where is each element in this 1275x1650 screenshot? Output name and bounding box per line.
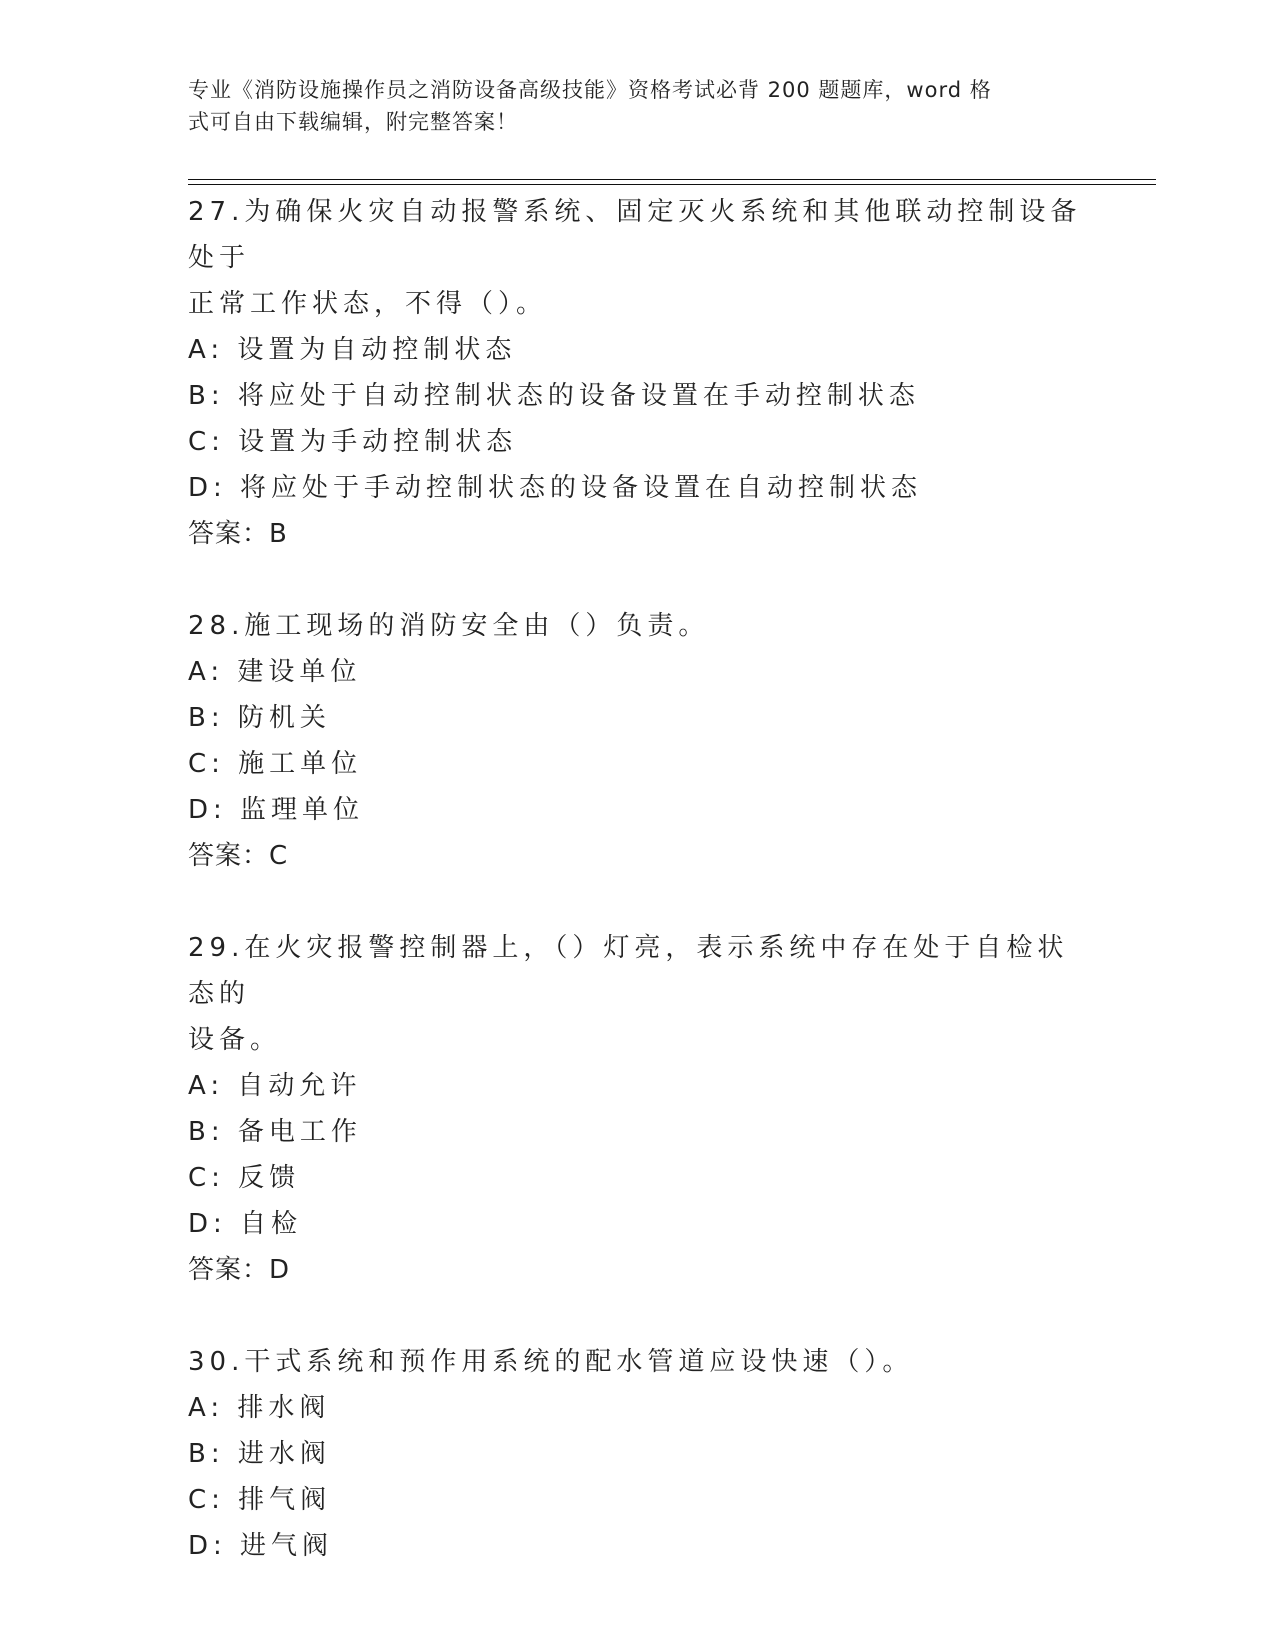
question-stem-line: 27.为确保火灾自动报警系统、固定灭火系统和其他联动控制设备处于 [188,197,1082,273]
question-30 [188,1339,1088,1569]
option-c: C: 施工单位 [188,749,363,779]
header-line-2: 式可自由下载编辑，附完整答案！ [188,110,518,134]
option-d: D: 进气阀 [188,1531,334,1561]
question-stem-line: 30.干式系统和预作用系统的配水管道应设快速（）。 [188,1347,914,1377]
header-divider-top [188,179,1156,180]
option-c: C: 反馈 [188,1163,301,1193]
question-stem-line: 设备。 [188,1025,282,1055]
question-stem-line: 29.在火灾报警控制器上，（）灯亮，表示系统中存在处于自检状态的 [188,933,1069,1009]
document-header [188,74,1068,138]
option-d: D: 将应处于手动控制状态的设备设置在自动控制状态 [188,473,923,503]
option-c: C: 设置为手动控制状态 [188,427,518,457]
answer-label: 答案：D [188,1255,291,1285]
option-d: D: 自检 [188,1209,303,1239]
question-stem-line: 正常工作状态，不得（）。 [188,289,548,319]
question-stem-line: 28.施工现场的消防安全由（）负责。 [188,611,710,641]
question-28 [188,603,1088,879]
option-d: D: 监理单位 [188,795,365,825]
header-line-1: 专业《消防设施操作员之消防设备高级技能》资格考试必背 200 题题库，word 格 [188,78,992,102]
option-a: A: 排水阀 [188,1393,331,1423]
answer-label: 答案：B [188,519,288,549]
question-27 [188,189,1088,557]
option-b: B: 进水阀 [188,1439,331,1469]
option-a: A: 自动允许 [188,1071,362,1101]
answer-label: 答案：C [188,841,289,871]
question-list [188,189,1088,1615]
option-b: B: 将应处于自动控制状态的设备设置在手动控制状态 [188,381,920,411]
option-a: A: 建设单位 [188,657,362,687]
option-b: B: 防机关 [188,703,331,733]
question-29 [188,925,1088,1293]
option-a: A: 设置为自动控制状态 [188,335,517,365]
header-divider-bottom [188,184,1156,185]
option-b: B: 备电工作 [188,1117,362,1147]
option-c: C: 排气阀 [188,1485,332,1515]
